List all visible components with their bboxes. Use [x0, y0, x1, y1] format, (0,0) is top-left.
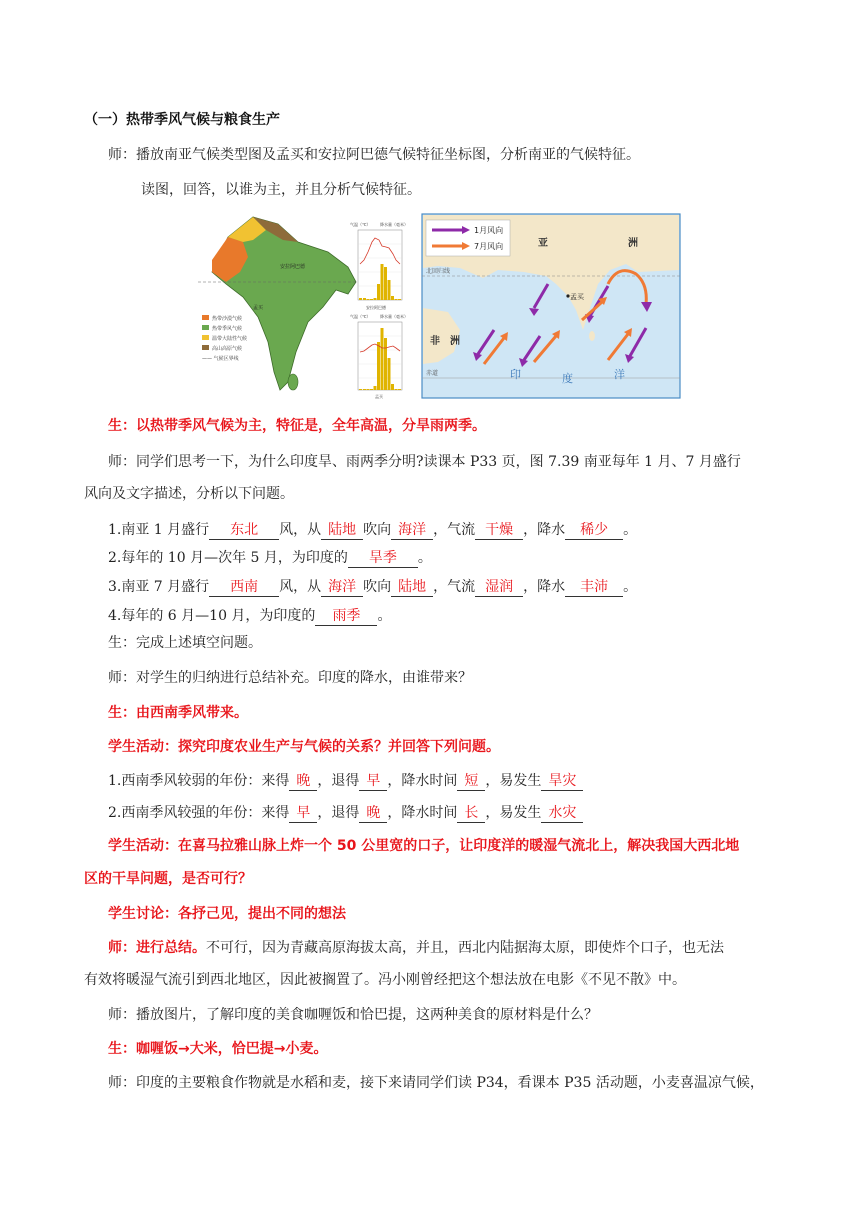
- q4-text: 4.每年的 6 月—10 月，为印度的: [108, 608, 316, 624]
- student-activity-2b: 区的干旱问题，是否可行？: [84, 871, 252, 887]
- label-ocean-1: 印: [510, 368, 521, 381]
- student-answer-2: 生：由西南季风带来。: [108, 705, 248, 721]
- paragraph-teacher-5: 师：印度的主要粮食作物就是水稻和麦，接下来请同学们读 P34，看课本 P35 活动题，小麦喜温凉气候，: [108, 1075, 764, 1091]
- w1-text: 1.西南季风较弱的年份：来得: [108, 773, 290, 789]
- label-ocean-3: 洋: [614, 368, 625, 381]
- q3-text-4: ，气流: [433, 579, 476, 595]
- legend-highland: 高山高原气候: [212, 346, 243, 352]
- q3-blank-4: 湿润: [475, 578, 523, 597]
- q4-text-2: 。: [377, 608, 392, 624]
- paragraph-teacher-1: 师：播放南亚气候类型图及孟买和安拉阿巴德气候特征坐标图，分析南亚的气候特征。: [108, 147, 640, 163]
- teacher-summary-2: 有效将暖湿气流引到西北地区，因此被搁置了。冯小刚曾经把这个想法放在电影《不见不散》中。: [84, 972, 686, 988]
- label-city: 孟买: [570, 293, 584, 301]
- w2-text-4: ，易发生: [485, 805, 542, 821]
- w1-text-4: ，易发生: [485, 773, 542, 789]
- w2-blank-4: 水灾: [541, 804, 583, 823]
- summary-text-1: 不可行，因为青藏高原海拔太高，并且，西北内陆据海太原，即使炸个口子，也无法: [206, 940, 724, 956]
- legend-temperate: 温带大陆性气候: [212, 336, 248, 342]
- q1-text: 1.南亚 1 月盛行: [108, 522, 210, 538]
- chart-top-axis-right: 降水量（毫米）: [380, 222, 408, 227]
- q3-text: 3.南亚 7 月盛行: [108, 579, 210, 595]
- legend-monsoon: 热带季风气候: [212, 326, 243, 332]
- q1-text-5: ，降水: [523, 522, 566, 538]
- w2-text-2: ，退得: [317, 805, 360, 821]
- paragraph-teacher-2b: 风向及文字描述，分析以下问题。: [84, 486, 294, 502]
- label-mumbai: 孟买: [253, 305, 264, 311]
- question-1: [108, 520, 637, 540]
- q1-blank-5: 稀少: [565, 521, 623, 540]
- climate-figure: [198, 212, 682, 400]
- q3-text-5: ，降水: [523, 579, 566, 595]
- teacher-summary-1: [108, 938, 724, 958]
- weak-monsoon-line: [108, 771, 583, 791]
- student-activity-1: 学生活动：探究印度农业生产与气候的关系？并回答下列问题。: [108, 739, 500, 755]
- w2-text-3: ，降水时间: [387, 805, 458, 821]
- student-answer-3: 生：咖喱饭→大米，恰巴提→小麦。: [108, 1041, 328, 1057]
- wind-legend: [426, 220, 510, 256]
- q3-text-3: 吹向: [363, 579, 392, 595]
- w2-blank-1: 早: [289, 804, 317, 823]
- student-activity-2a: 学生活动：在喜马拉雅山脉上炸一个 50 公里宽的口子，让印度洋的暖湿气流北上，解决我国大西北地: [108, 838, 740, 854]
- paragraph-teacher-4: 师：播放图片，了解印度的美食咖喱饭和恰巴提，这两种美食的原材料是什么？: [108, 1007, 598, 1023]
- south-asia-maps: [198, 212, 682, 400]
- paragraph-read-figure: 读图，回答，以谁为主，并且分析气候特征。: [141, 182, 421, 198]
- label-asia-1: 亚: [538, 238, 548, 249]
- question-3: [108, 577, 637, 597]
- q1-blank-2: 陆地: [321, 521, 363, 540]
- chart-bottom-axis-right: 降水量（毫米）: [380, 314, 408, 319]
- chart-top-axis-left: 气温（℃）: [350, 222, 371, 227]
- student-answer-1: 生：以热带季风气候为主，特征是，全年高温，分旱雨两季。: [108, 418, 486, 434]
- w1-text-2: ，退得: [317, 773, 360, 789]
- legend-jan: 1月风向: [474, 226, 504, 235]
- w1-blank-2: 早: [359, 772, 387, 791]
- legend-boundary: —— 气候区界线: [202, 356, 239, 362]
- label-allahabad: 安拉阿巴德: [280, 264, 306, 270]
- q1-text-3: 吹向: [363, 522, 392, 538]
- question-2: [108, 548, 432, 568]
- summary-label: 师：进行总结。: [108, 940, 206, 956]
- chart-bottom-label: 孟买: [375, 394, 383, 399]
- q1-text-2: 风，从: [279, 522, 322, 538]
- q1-text-6: 。: [623, 522, 638, 538]
- question-4: [108, 606, 391, 626]
- climate-chart-mumbai: [350, 313, 408, 399]
- south-asia-climate-map: [198, 212, 413, 400]
- climate-chart-allahabad: [350, 221, 408, 310]
- q2-text-2: 。: [417, 550, 432, 566]
- label-equator: 赤道: [426, 370, 439, 377]
- paragraph-teacher-2a: 师：同学们思考一下，为什么印度旱、雨两季分明?读课本 P33 页，图 7.39 南亚每年 1 月、7 月盛行: [108, 454, 741, 470]
- w2-blank-2: 晚: [359, 804, 387, 823]
- section-heading: （一）热带季风气候与粮食生产: [84, 112, 280, 128]
- student-complete: 生：完成上述填空问题。: [108, 635, 262, 651]
- q3-text-6: 。: [623, 579, 638, 595]
- chart-top-label: 安拉阿巴德: [366, 305, 386, 310]
- q3-blank-5: 丰沛: [565, 578, 623, 597]
- chart-bottom-axis-left: 气温（℃）: [350, 314, 371, 319]
- paragraph-teacher-3: 师：对学生的归纳进行总结补充。印度的降水，由谁带来？: [108, 670, 472, 686]
- q1-text-4: ，气流: [433, 522, 476, 538]
- w1-blank-1: 晚: [289, 772, 317, 791]
- q3-blank-2: 海洋: [321, 578, 363, 597]
- label-africa-1: 非: [430, 336, 440, 347]
- q3-text-2: 风，从: [279, 579, 322, 595]
- q1-blank-1: 东北: [209, 521, 279, 540]
- label-ocean-2: 度: [562, 372, 573, 385]
- q1-blank-4: 干燥: [475, 521, 523, 540]
- w2-blank-3: 长: [457, 804, 485, 823]
- strong-monsoon-line: [108, 803, 583, 823]
- w1-blank-3: 短: [457, 772, 485, 791]
- legend-jul: 7月风向: [474, 242, 504, 251]
- label-africa-2: 洲: [450, 336, 460, 347]
- student-discussion: 学生讨论：各抒己见，提出不同的想法: [108, 906, 346, 922]
- w1-blank-4: 旱灾: [541, 772, 583, 791]
- q3-blank-3: 陆地: [391, 578, 433, 597]
- label-asia-2: 洲: [628, 238, 638, 249]
- q1-blank-3: 海洋: [391, 521, 433, 540]
- q2-blank-1: 旱季: [348, 549, 418, 568]
- q2-text: 2.每年的 10 月—次年 5 月，为印度的: [108, 550, 348, 566]
- w2-text: 2.西南季风较强的年份：来得: [108, 805, 290, 821]
- south-asia-wind-map: [422, 214, 680, 398]
- w1-text-3: ，降水时间: [387, 773, 458, 789]
- q3-blank-1: 西南: [209, 578, 279, 597]
- legend-desert: 热带沙漠气候: [212, 316, 243, 322]
- q4-blank-1: 雨季: [315, 607, 377, 626]
- label-tropic: 北回归线: [426, 268, 451, 275]
